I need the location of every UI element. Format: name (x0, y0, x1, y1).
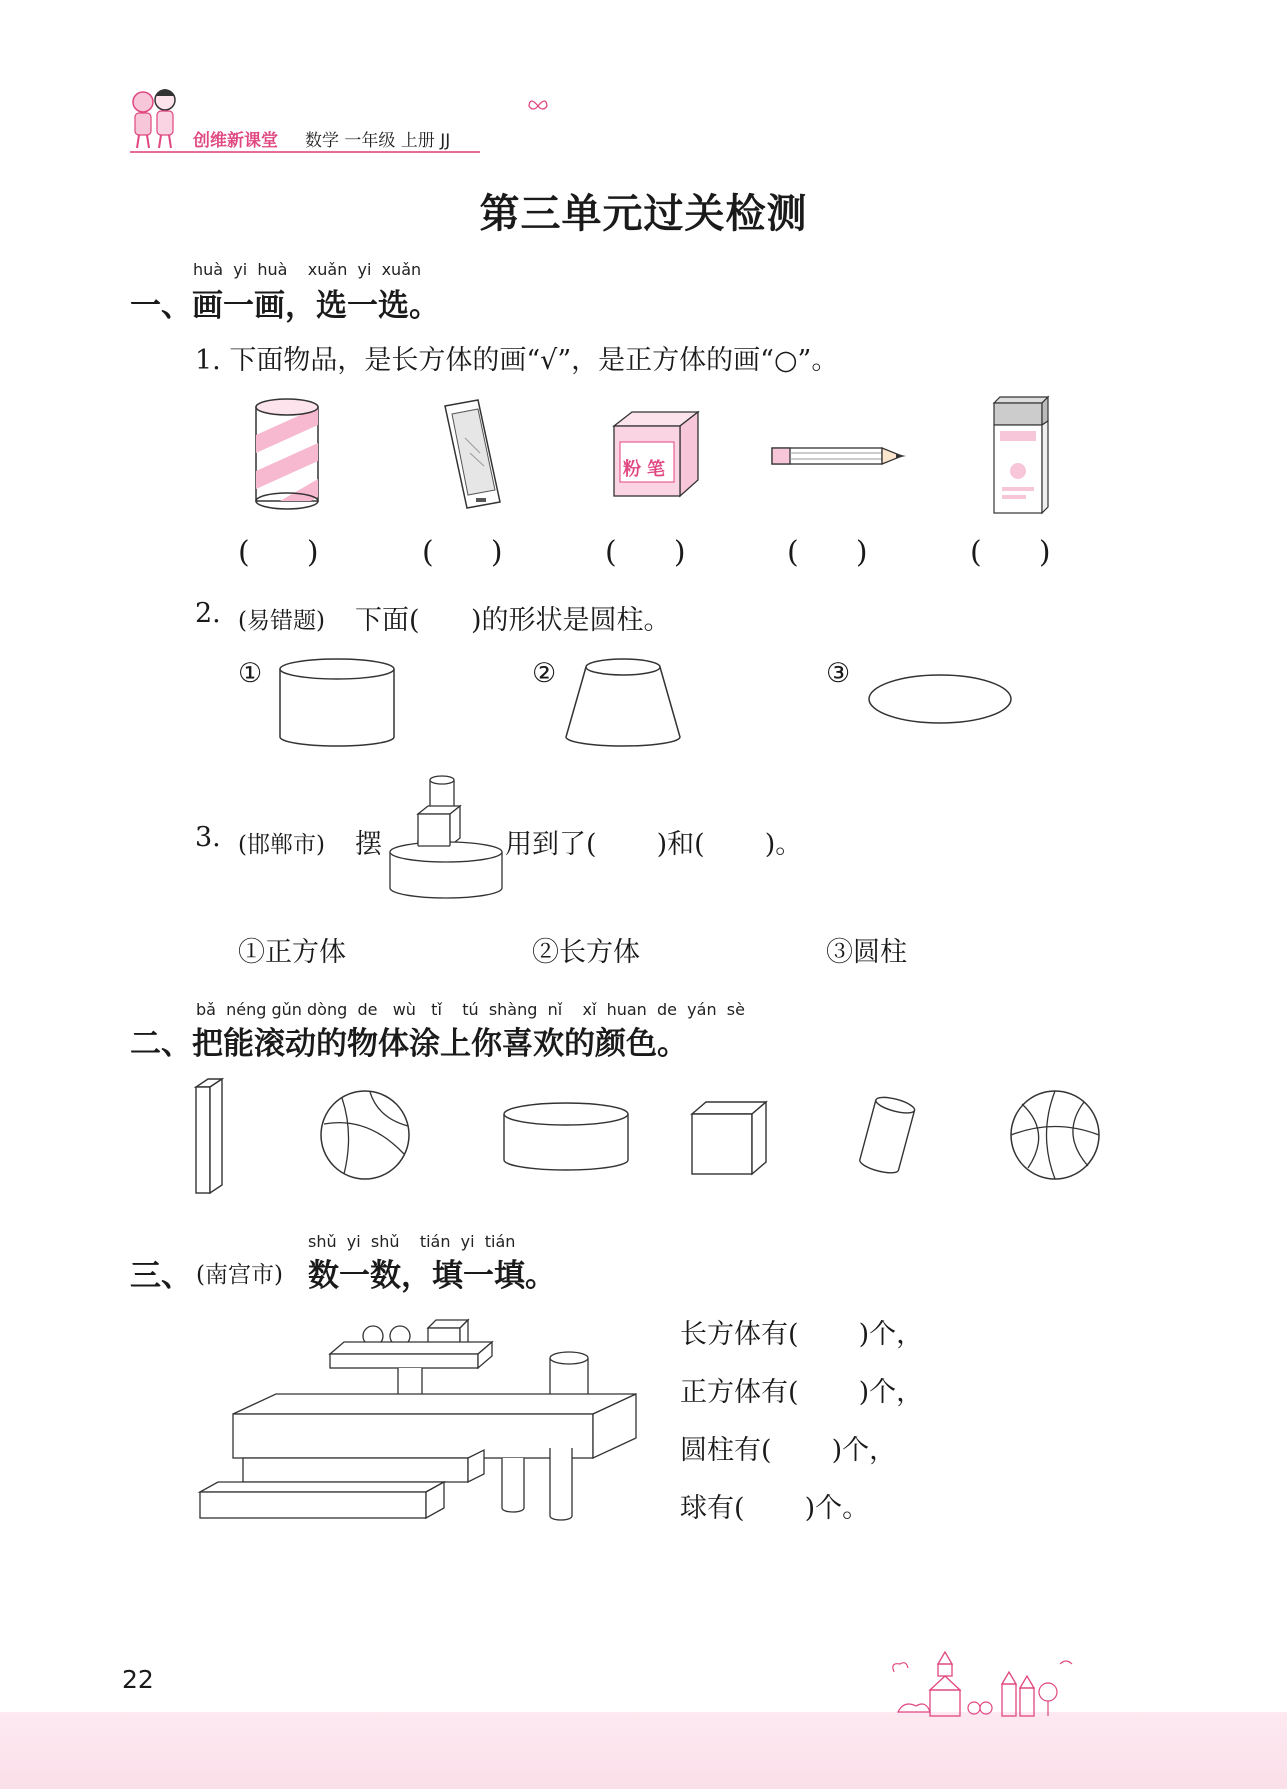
mobile-phone-icon (440, 398, 510, 513)
section2-heading: 二、把能滚动的物体涂上你喜欢的颜色。 (130, 1026, 688, 1062)
section1-pinyin: huà yi huà xuǎn yi xuǎn (193, 260, 422, 279)
q1-answer-3[interactable]: ( ) (605, 535, 686, 570)
section3-pinyin: shǔ yi shǔ tián yi tián (308, 1232, 516, 1251)
chalk-box-label: 粉笔 (623, 459, 671, 480)
page-title: 第三单元过关检测 (479, 191, 808, 237)
stacked-shapes-figure (388, 770, 508, 905)
q2-option-2-frustum[interactable] (564, 655, 684, 750)
section2-pinyin: bǎ néng gǔn dòng de wù tǐ tú shàng nǐ xǐ huan de yán sè (196, 1000, 745, 1019)
tilted-cylinder-shape[interactable] (850, 1095, 930, 1185)
count-sphere[interactable]: 球有( )个。 (680, 1493, 870, 1524)
count-cylinder[interactable]: 圆柱有( )个， (680, 1435, 897, 1466)
page-number: 22 (122, 1665, 154, 1694)
cube-shape[interactable] (690, 1100, 770, 1180)
q3-note: (邯郸市) (238, 832, 325, 858)
q3-option-1[interactable]: ①正方体 (238, 937, 346, 968)
kids-mascot-icon (125, 82, 185, 152)
count-cube[interactable]: 正方体有( )个， (680, 1377, 924, 1408)
castle-decoration-icon (890, 1650, 1150, 1720)
q1-text: 1. 下面物品，是长方体的画“√”，是正方体的画“○”。 (195, 345, 839, 376)
count-cuboid[interactable]: 长方体有( )个， (680, 1319, 924, 1350)
q3-option-3[interactable]: ③圆柱 (826, 937, 907, 968)
book-info: 数学 一年级 上册 JJ (305, 131, 451, 151)
tall-cuboid-shape[interactable] (194, 1077, 234, 1197)
q2-option-2-label: ② (532, 658, 557, 689)
q1-answer-2[interactable]: ( ) (422, 535, 503, 570)
pencil-icon (768, 442, 918, 472)
q2-text: 下面( )的形状是圆柱。 (355, 605, 671, 636)
flat-cylinder-shape[interactable] (502, 1100, 632, 1175)
basketball-shape[interactable] (1008, 1088, 1104, 1184)
q3-option-2[interactable]: ②长方体 (532, 937, 640, 968)
pink-striped-can-icon (250, 395, 330, 515)
butterfly-icon (528, 98, 548, 114)
q2-option-1-cylinder[interactable] (278, 655, 398, 750)
section3-heading: 数一数，填一填。 (308, 1258, 556, 1294)
q3-text-b: 用到了( )和( )。 (505, 829, 803, 860)
building-blocks-figure (198, 1318, 638, 1548)
q1-answer-1[interactable]: ( ) (238, 535, 319, 570)
q1-answer-5[interactable]: ( ) (970, 535, 1051, 570)
brand-name: 创维新课堂 (193, 131, 278, 151)
header-divider (130, 151, 480, 153)
q2-option-1-label: ① (238, 658, 263, 689)
q2-note: (易错题) (238, 608, 325, 634)
q3-prefix: 3. (195, 822, 221, 853)
section3-note: (南宫市) (196, 1262, 283, 1288)
q2-option-3-ellipse[interactable] (868, 673, 1018, 725)
q3-text-a: 摆 (355, 829, 382, 860)
milk-carton-icon (990, 395, 1060, 520)
section1-heading: 一、画一画，选一选。 (130, 288, 440, 324)
beach-ball-shape[interactable] (318, 1088, 414, 1184)
section3-prefix: 三、 (130, 1258, 192, 1294)
footer-band (0, 1712, 1287, 1789)
q2-prefix: 2. (195, 598, 221, 629)
q1-answer-4[interactable]: ( ) (787, 535, 868, 570)
q2-option-3-label: ③ (826, 658, 851, 689)
